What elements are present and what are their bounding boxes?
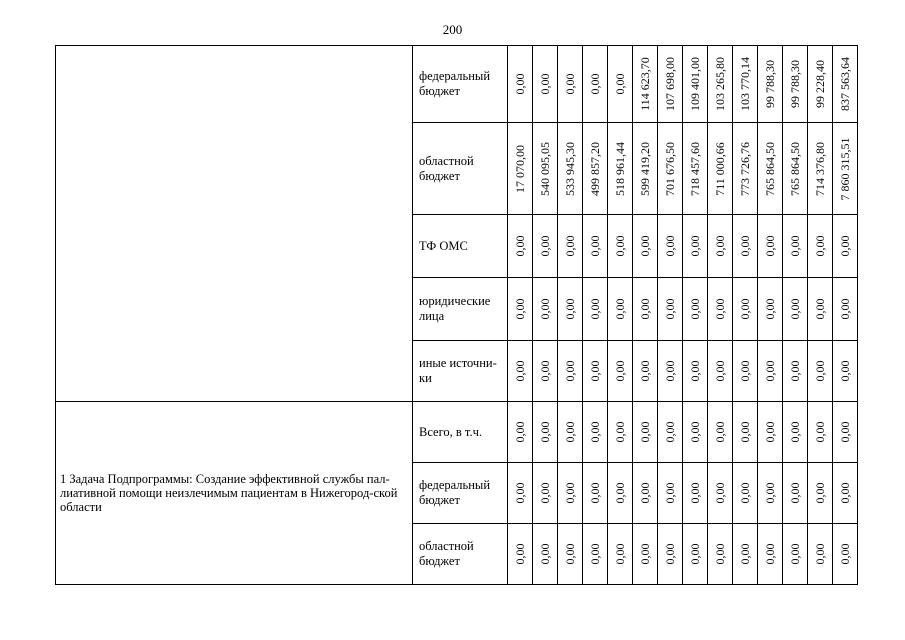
value-cell — [658, 463, 683, 524]
value-text: 0,00 — [563, 235, 577, 257]
value-cell — [583, 46, 608, 123]
value-text: 107 698,00 — [663, 57, 677, 111]
value-text: 0,00 — [713, 543, 727, 565]
value-text: 0,00 — [563, 543, 577, 565]
value-cell — [683, 524, 708, 585]
value-text: 0,00 — [513, 235, 527, 257]
value-text: 0,00 — [613, 482, 627, 504]
value-text: 714 376,80 — [813, 141, 827, 196]
value-text: 0,00 — [713, 360, 727, 382]
value-text: 17 070,00 — [513, 144, 527, 193]
value-cell — [808, 341, 833, 402]
value-cell — [558, 341, 583, 402]
value-cell — [583, 402, 608, 463]
value-cell — [508, 341, 533, 402]
value-text: 99 788,30 — [763, 60, 777, 108]
value-cell — [533, 524, 558, 585]
value-cell — [558, 123, 583, 215]
value-text: 0,00 — [813, 360, 827, 382]
value-text: 0,00 — [638, 421, 652, 443]
value-cell — [583, 215, 608, 278]
value-text: 0,00 — [688, 298, 702, 320]
value-text: 114 623,70 — [638, 57, 652, 111]
value-cell — [783, 524, 808, 585]
value-text: 0,00 — [813, 235, 827, 257]
value-text: 109 401,00 — [688, 57, 702, 111]
value-text: 0,00 — [738, 543, 752, 565]
value-cell — [708, 123, 733, 215]
value-text: 0,00 — [638, 482, 652, 504]
value-text: 0,00 — [538, 360, 552, 382]
value-cell — [733, 341, 758, 402]
value-cell — [533, 278, 558, 341]
value-cell — [683, 278, 708, 341]
funding-source-cell: областной бюджет — [413, 524, 508, 585]
value-cell — [558, 463, 583, 524]
value-cell — [833, 215, 858, 278]
value-text: 0,00 — [588, 421, 602, 443]
value-text: 0,00 — [688, 482, 702, 504]
value-cell — [533, 123, 558, 215]
value-text: 0,00 — [588, 360, 602, 382]
value-cell — [608, 524, 633, 585]
value-text: 0,00 — [738, 482, 752, 504]
value-cell — [683, 46, 708, 123]
value-cell — [758, 215, 783, 278]
value-cell — [783, 215, 808, 278]
value-cell — [608, 46, 633, 123]
value-cell — [508, 278, 533, 341]
value-text: 765 864,50 — [763, 141, 777, 196]
value-text: 0,00 — [663, 482, 677, 504]
value-text: 0,00 — [813, 543, 827, 565]
value-cell — [683, 123, 708, 215]
value-cell — [658, 215, 683, 278]
value-text: 499 857,20 — [588, 141, 602, 196]
value-text: 0,00 — [563, 73, 577, 95]
value-text: 0,00 — [838, 235, 852, 257]
value-cell — [733, 463, 758, 524]
value-cell — [808, 463, 833, 524]
value-cell — [633, 402, 658, 463]
value-cell — [633, 463, 658, 524]
value-cell — [683, 215, 708, 278]
value-cell — [558, 46, 583, 123]
value-text: 0,00 — [613, 235, 627, 257]
value-cell — [708, 278, 733, 341]
funding-source-cell: федеральный бюджет — [413, 46, 508, 123]
value-cell — [808, 402, 833, 463]
value-text: 0,00 — [538, 421, 552, 443]
value-cell — [708, 524, 733, 585]
value-text: 0,00 — [638, 298, 652, 320]
value-text: 0,00 — [763, 543, 777, 565]
value-text: 0,00 — [838, 543, 852, 565]
value-cell — [758, 524, 783, 585]
value-text: 0,00 — [738, 421, 752, 443]
value-text: 0,00 — [663, 360, 677, 382]
funding-source-cell: ТФ ОМС — [413, 215, 508, 278]
value-text: 0,00 — [613, 421, 627, 443]
value-cell — [558, 278, 583, 341]
value-cell — [733, 215, 758, 278]
value-text: 765 864,50 — [788, 141, 802, 196]
value-text: 0,00 — [513, 73, 527, 95]
value-cell — [758, 402, 783, 463]
value-cell — [708, 402, 733, 463]
value-cell — [508, 123, 533, 215]
value-text: 0,00 — [638, 543, 652, 565]
value-cell — [658, 341, 683, 402]
value-text: 718 457,60 — [688, 141, 702, 196]
value-cell — [633, 215, 658, 278]
value-cell — [658, 402, 683, 463]
value-cell — [683, 402, 708, 463]
value-cell — [583, 341, 608, 402]
value-text: 0,00 — [763, 482, 777, 504]
value-text: 0,00 — [788, 421, 802, 443]
value-text: 99 228,40 — [813, 60, 827, 108]
value-text: 0,00 — [563, 421, 577, 443]
value-cell — [783, 46, 808, 123]
value-cell — [833, 123, 858, 215]
value-text: 0,00 — [613, 360, 627, 382]
value-cell — [708, 341, 733, 402]
value-cell — [608, 341, 633, 402]
value-cell — [783, 341, 808, 402]
value-text: 0,00 — [638, 360, 652, 382]
value-text: 518 961,44 — [613, 141, 627, 196]
value-cell — [608, 278, 633, 341]
value-cell — [783, 402, 808, 463]
page-number: 200 — [442, 22, 463, 37]
budget-table — [55, 45, 858, 585]
value-text: 0,00 — [813, 482, 827, 504]
value-cell — [758, 123, 783, 215]
value-cell — [508, 402, 533, 463]
value-cell — [608, 123, 633, 215]
value-cell — [558, 402, 583, 463]
value-cell — [658, 524, 683, 585]
value-text: 599 419,20 — [638, 141, 652, 196]
value-cell — [808, 524, 833, 585]
value-text: 0,00 — [588, 482, 602, 504]
value-cell — [533, 341, 558, 402]
value-cell — [608, 463, 633, 524]
value-cell — [683, 463, 708, 524]
funding-source-cell: федеральный бюджет — [413, 463, 508, 524]
value-text: 837 563,64 — [838, 57, 852, 111]
value-text: 0,00 — [613, 543, 627, 565]
value-cell — [633, 46, 658, 123]
value-text: 7 860 315,51 — [838, 137, 852, 200]
value-text: 0,00 — [688, 360, 702, 382]
value-text: 0,00 — [838, 482, 852, 504]
value-cell — [683, 341, 708, 402]
value-cell — [658, 46, 683, 123]
value-text: 0,00 — [688, 235, 702, 257]
value-cell — [833, 341, 858, 402]
value-cell — [533, 463, 558, 524]
value-text: 0,00 — [713, 482, 727, 504]
value-cell — [758, 341, 783, 402]
value-cell — [758, 278, 783, 341]
value-cell — [708, 46, 733, 123]
value-cell — [733, 524, 758, 585]
value-cell — [583, 463, 608, 524]
value-text: 0,00 — [588, 235, 602, 257]
value-text: 0,00 — [688, 421, 702, 443]
value-cell — [558, 215, 583, 278]
value-text: 533 945,30 — [563, 141, 577, 196]
value-text: 0,00 — [813, 421, 827, 443]
value-text: 0,00 — [663, 421, 677, 443]
value-text: 711 000,66 — [713, 141, 727, 196]
task-cell — [56, 46, 413, 402]
value-text: 0,00 — [588, 73, 602, 95]
value-cell — [833, 463, 858, 524]
value-cell — [833, 402, 858, 463]
value-text: 0,00 — [663, 298, 677, 320]
value-text: 0,00 — [513, 482, 527, 504]
value-cell — [583, 278, 608, 341]
value-text: 0,00 — [788, 360, 802, 382]
value-cell — [633, 524, 658, 585]
value-text: 0,00 — [713, 235, 727, 257]
value-text: 0,00 — [563, 360, 577, 382]
value-text: 0,00 — [588, 543, 602, 565]
task-cell: 1 Задача Подпрограммы: Создание эффективной службы пал-лиативной помощи неизлечимым пациентам в Нижегород-ской области — [56, 402, 413, 585]
value-cell — [708, 215, 733, 278]
value-cell — [833, 46, 858, 123]
value-text: 0,00 — [588, 298, 602, 320]
value-text: 0,00 — [638, 235, 652, 257]
value-cell — [558, 524, 583, 585]
value-text: 0,00 — [838, 298, 852, 320]
value-cell — [708, 463, 733, 524]
value-text: 0,00 — [713, 298, 727, 320]
value-text: 0,00 — [563, 298, 577, 320]
value-cell — [508, 463, 533, 524]
value-cell — [783, 278, 808, 341]
value-cell — [533, 46, 558, 123]
value-cell — [633, 341, 658, 402]
value-cell — [633, 278, 658, 341]
value-cell — [633, 123, 658, 215]
value-text: 0,00 — [738, 235, 752, 257]
value-cell — [583, 123, 608, 215]
value-text: 0,00 — [688, 543, 702, 565]
value-text: 0,00 — [538, 298, 552, 320]
value-cell — [608, 402, 633, 463]
value-text: 0,00 — [513, 543, 527, 565]
value-text: 0,00 — [663, 543, 677, 565]
funding-source-cell: областной бюджет — [413, 123, 508, 215]
value-cell — [733, 46, 758, 123]
value-text: 540 095,05 — [538, 141, 552, 196]
value-cell — [733, 123, 758, 215]
value-cell — [833, 278, 858, 341]
value-cell — [758, 463, 783, 524]
value-text: 0,00 — [513, 298, 527, 320]
value-cell — [508, 215, 533, 278]
value-text: 0,00 — [813, 298, 827, 320]
value-text: 0,00 — [763, 298, 777, 320]
value-text: 0,00 — [838, 421, 852, 443]
value-cell — [583, 524, 608, 585]
value-text: 0,00 — [513, 360, 527, 382]
value-cell — [608, 215, 633, 278]
value-cell — [508, 46, 533, 123]
value-cell — [808, 123, 833, 215]
value-text: 0,00 — [838, 360, 852, 382]
value-text: 0,00 — [738, 360, 752, 382]
value-text: 773 726,76 — [738, 141, 752, 196]
value-text: 0,00 — [663, 235, 677, 257]
value-text: 0,00 — [788, 482, 802, 504]
value-cell — [808, 215, 833, 278]
value-text: 0,00 — [613, 73, 627, 95]
value-text: 0,00 — [538, 482, 552, 504]
value-cell — [533, 215, 558, 278]
value-text: 103 265,80 — [713, 57, 727, 111]
value-cell — [658, 278, 683, 341]
value-text: 0,00 — [788, 235, 802, 257]
value-text: 0,00 — [538, 235, 552, 257]
value-text: 0,00 — [788, 298, 802, 320]
value-text: 0,00 — [763, 421, 777, 443]
value-cell — [533, 402, 558, 463]
value-text: 701 676,50 — [663, 141, 677, 196]
value-text: 0,00 — [713, 421, 727, 443]
value-cell — [508, 524, 533, 585]
value-text: 0,00 — [513, 421, 527, 443]
value-cell — [808, 278, 833, 341]
value-cell — [808, 46, 833, 123]
funding-source-cell: иные источни-ки — [413, 341, 508, 402]
value-cell — [833, 524, 858, 585]
funding-source-cell: юридические лица — [413, 278, 508, 341]
value-cell — [783, 463, 808, 524]
table-row — [56, 46, 858, 123]
value-text: 99 788,30 — [788, 60, 802, 108]
value-cell — [658, 123, 683, 215]
value-text: 0,00 — [563, 482, 577, 504]
value-text: 0,00 — [538, 73, 552, 95]
table-row — [56, 402, 858, 463]
value-cell — [783, 123, 808, 215]
value-text: 0,00 — [763, 360, 777, 382]
value-cell — [733, 278, 758, 341]
value-cell — [733, 402, 758, 463]
value-text: 0,00 — [763, 235, 777, 257]
value-cell — [758, 46, 783, 123]
funding-source-cell: Всего, в т.ч. — [413, 402, 508, 463]
value-text: 0,00 — [613, 298, 627, 320]
value-text: 103 770,14 — [738, 57, 752, 111]
value-text: 0,00 — [738, 298, 752, 320]
value-text: 0,00 — [788, 543, 802, 565]
value-text: 0,00 — [538, 543, 552, 565]
